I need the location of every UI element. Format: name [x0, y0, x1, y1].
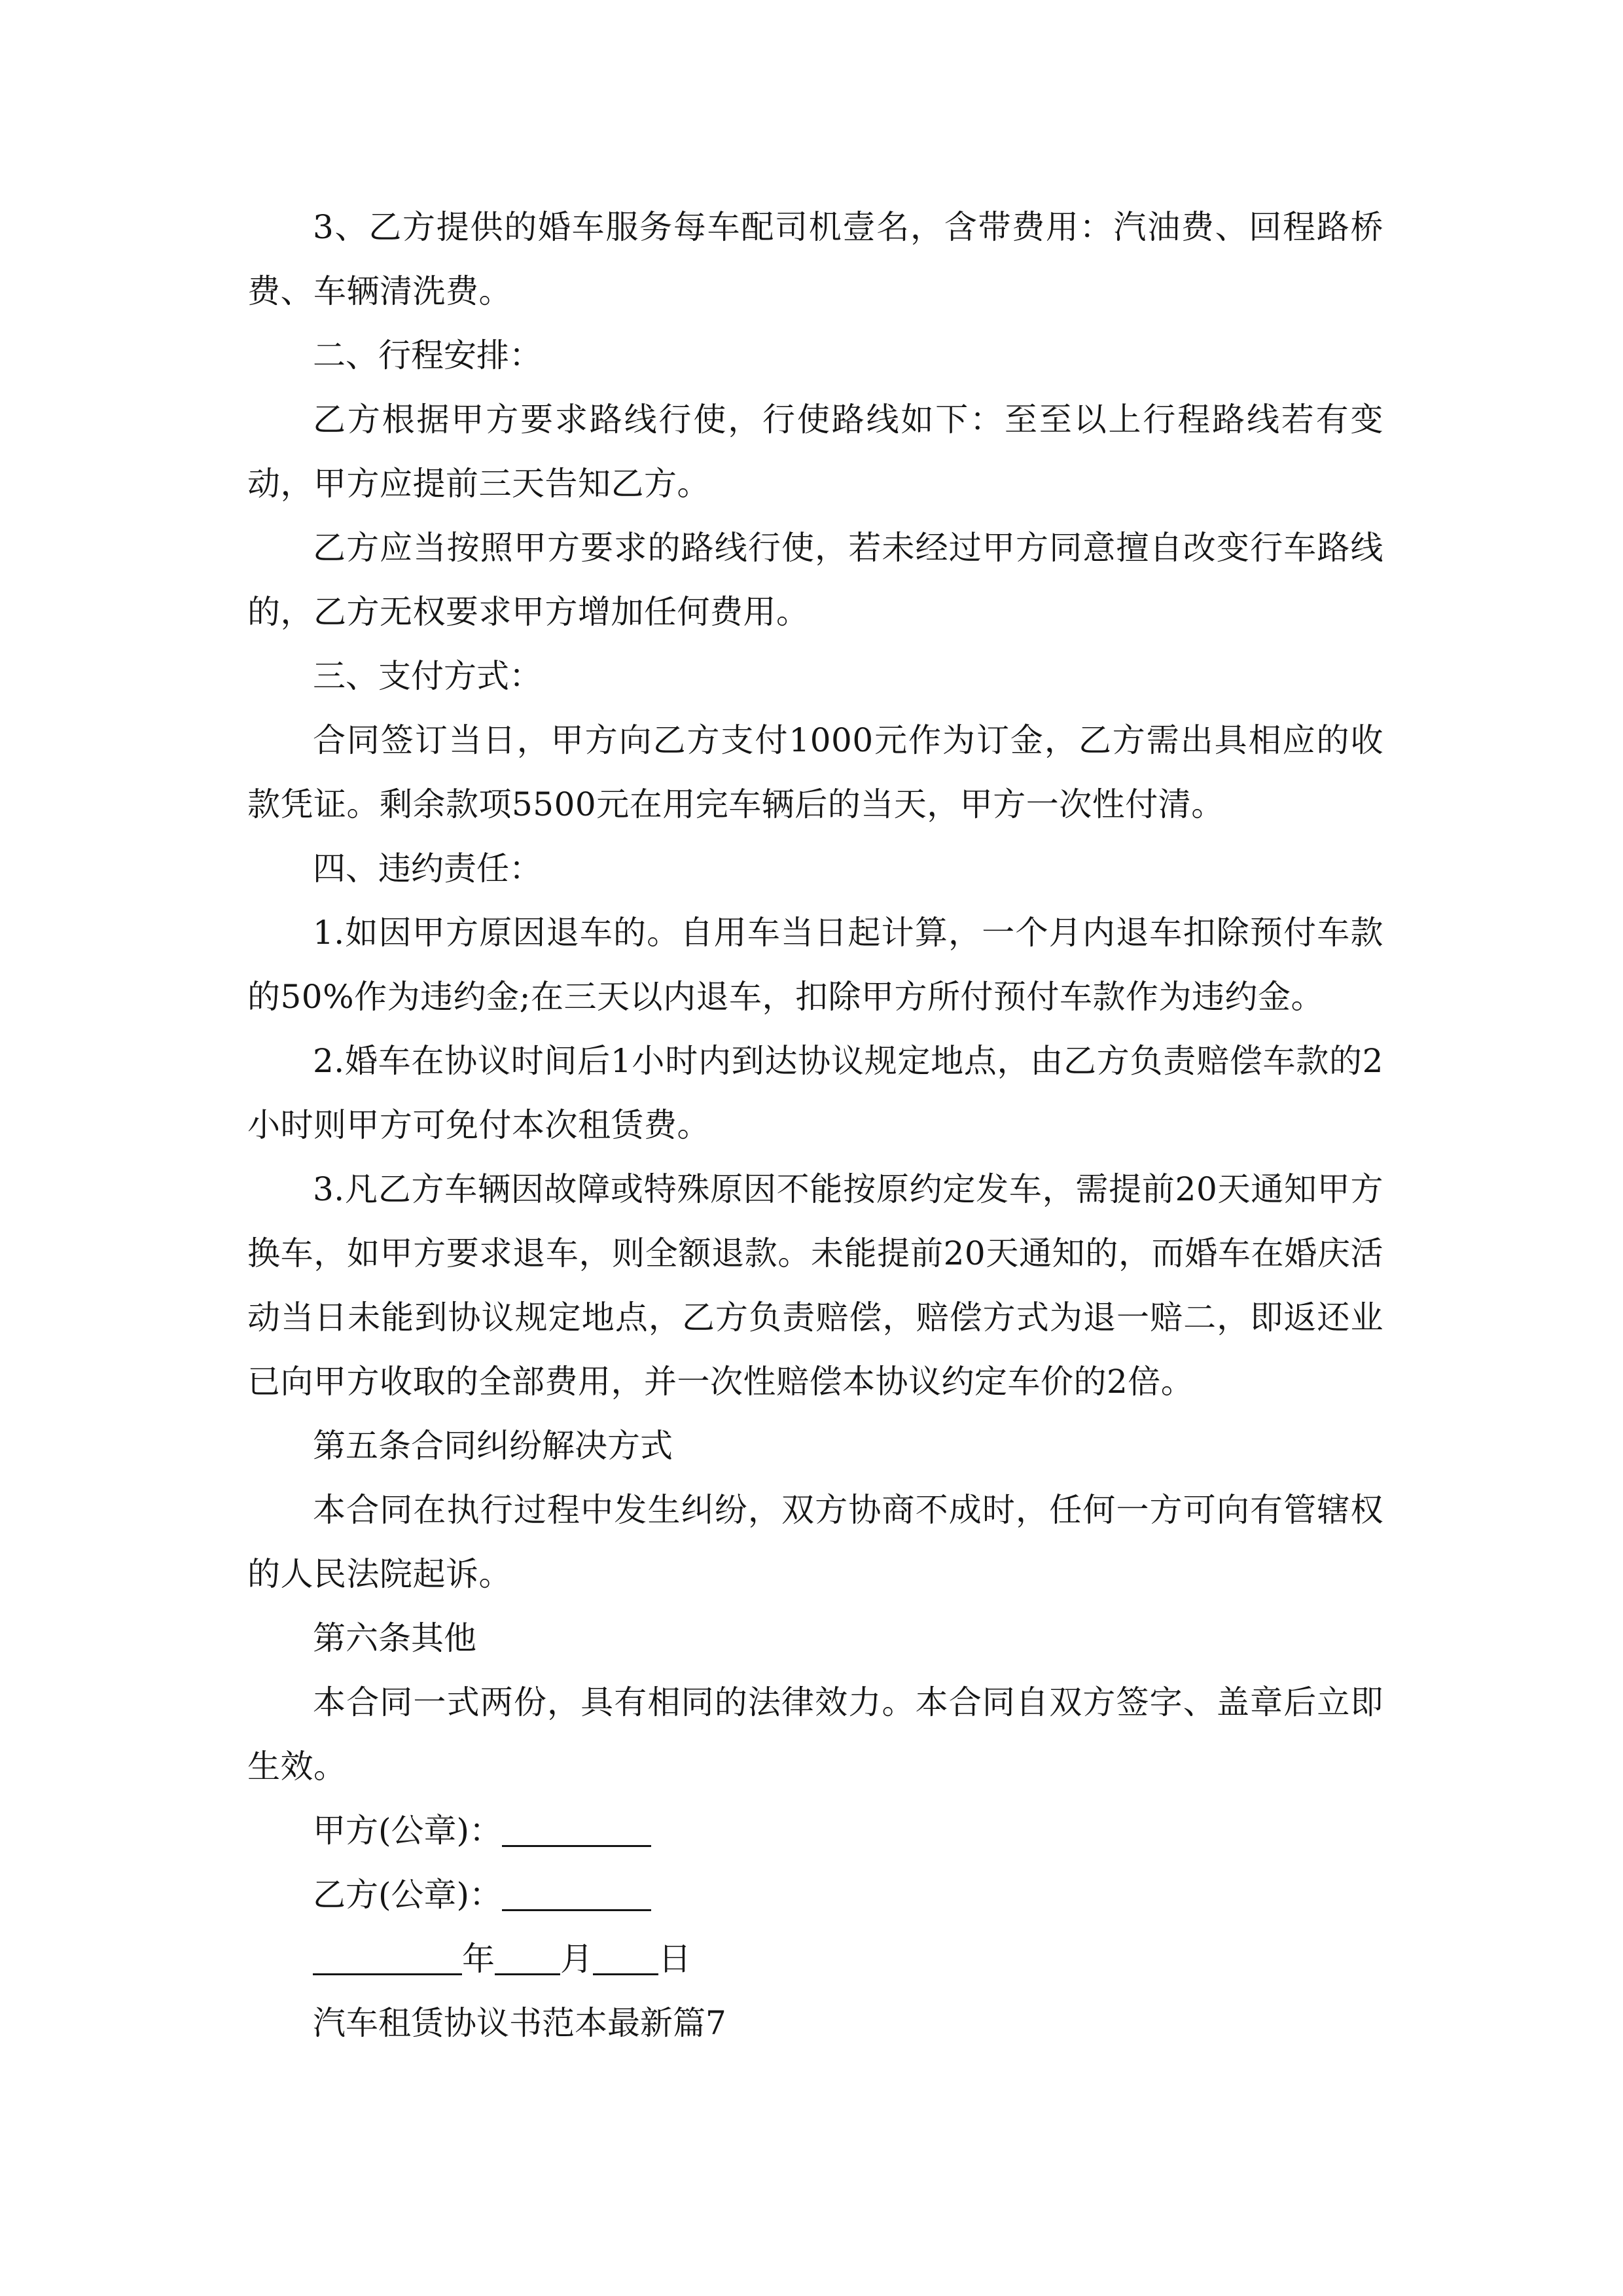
- clause-route: 乙方根据甲方要求路线行使，行使路线如下：至至以上行程路线若有变动，甲方应提前三天告知乙方。: [247, 401, 1383, 503]
- clause-other: 本合同一式两份，具有相同的法律效力。本合同自双方签字、盖章后立即生效。: [247, 1683, 1383, 1785]
- signature-party-b: [247, 1863, 1383, 1927]
- clause-payment: 合同签订当日，甲方向乙方支付1000元作为订金，乙方需出具相应的收款凭证。剩余款项5500元在用完车辆后的当天，甲方一次性付清。: [247, 721, 1383, 823]
- month-blank: [495, 1935, 560, 1975]
- day-blank: [593, 1935, 658, 1975]
- party-b-label: 乙方(公章)：: [313, 1876, 503, 1914]
- year-label: 年: [462, 1940, 495, 1978]
- clause-route-change: 乙方应当按照甲方要求的路线行使，若未经过甲方同意擅自改变行车路线的，乙方无权要求甲方增加任何费用。: [247, 529, 1383, 631]
- day-label: 日: [658, 1940, 691, 1978]
- party-b-signature-blank: [502, 1871, 651, 1911]
- signature-party-a: [247, 1799, 1383, 1863]
- section-heading-payment: 三、支付方式：: [313, 657, 542, 695]
- next-section-title: 汽车租赁协议书范本最新篇7: [313, 2004, 726, 2042]
- clause-breach-1: 1.如因甲方原因退车的。自用车当日起计算，一个月内退车扣除预付车款的50%作为违约金;在三天以内退车，扣除甲方所付预付车款作为违约金。: [247, 914, 1383, 1016]
- signature-date: [247, 1927, 1383, 1991]
- party-a-label: 甲方(公章)：: [313, 1812, 503, 1850]
- clause-breach-3: 3.凡乙方车辆因故障或特殊原因不能按原约定发车，需提前20天通知甲方换车，如甲方要求退车，则全额退款。未能提前20天通知的，而婚车在婚庆活动当日未能到协议规定地点，乙方负责赔偿，赔偿方式为退一赔二，即返还业已向甲方收取的全部费用，并一次性赔偿本协议约定车价的2倍。: [247, 1170, 1383, 1401]
- clause-dispute: 本合同在执行过程中发生纠纷，双方协商不成时，任何一方可向有管辖权的人民法院起诉。: [247, 1491, 1383, 1593]
- document-body: [247, 195, 1383, 2055]
- clause-breach-2: 2.婚车在协议时间后1小时内到达协议规定地点，由乙方负责赔偿车款的2小时则甲方可免付本次租赁费。: [247, 1042, 1383, 1144]
- year-blank: [313, 1935, 462, 1975]
- section-heading-itinerary: 二、行程安排：: [313, 336, 542, 374]
- section-heading-breach: 四、违约责任：: [313, 850, 542, 888]
- section-heading-dispute: 第五条合同纠纷解决方式: [313, 1427, 673, 1465]
- month-label: 月: [560, 1940, 593, 1978]
- section-heading-other: 第六条其他: [313, 1619, 476, 1657]
- party-a-signature-blank: [502, 1807, 651, 1847]
- clause-driver-service: 3、乙方提供的婚车服务每车配司机壹名，含带费用：汽油费、回程路桥费、车辆清洗费。: [247, 208, 1383, 310]
